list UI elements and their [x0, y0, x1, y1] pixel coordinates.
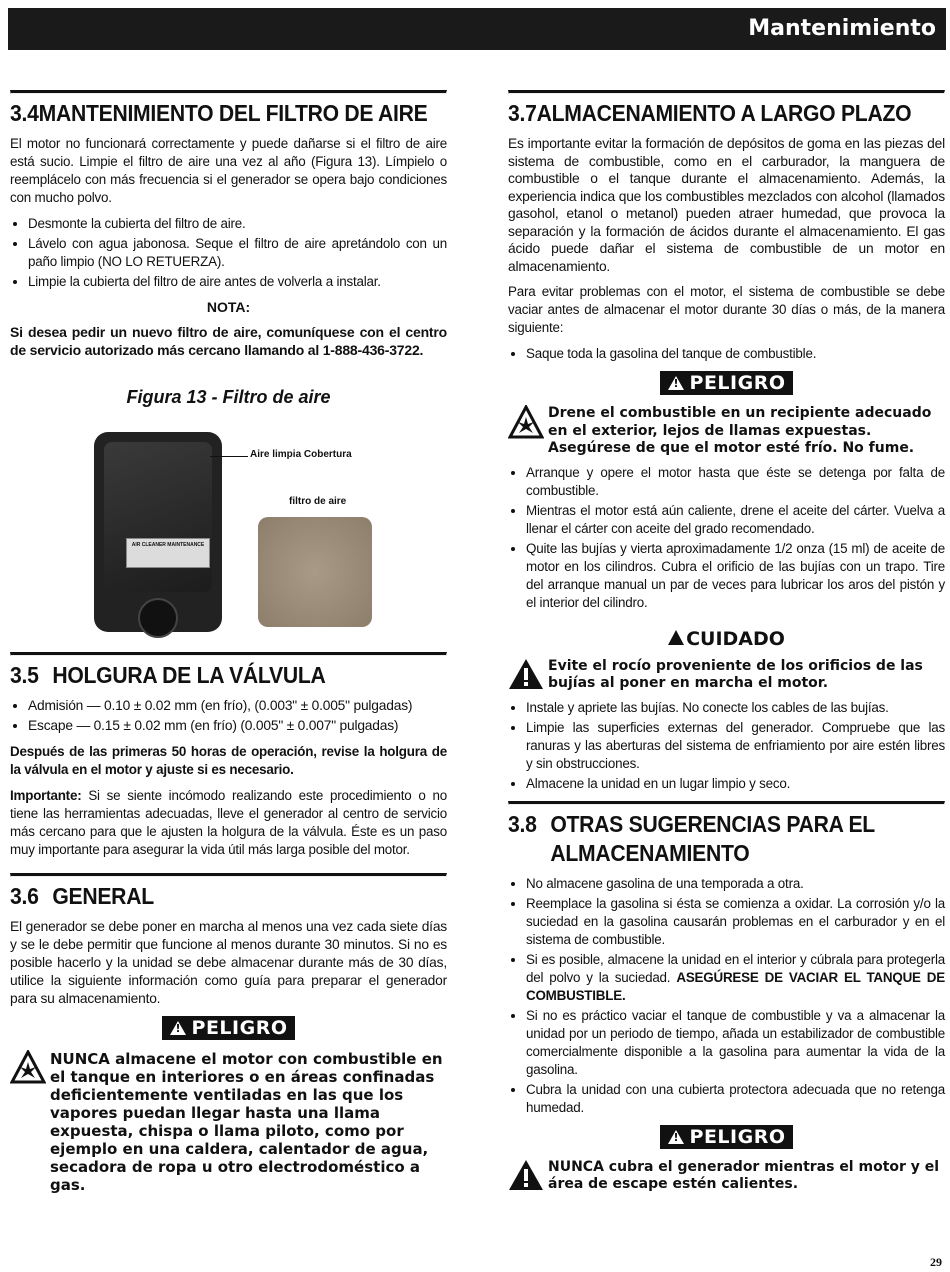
section-title: HOLGURA DE LA VÁLVULA: [52, 662, 326, 688]
list-item: • Arranque y opere el motor hasta que éste se detenga por falta de combustible.: [526, 464, 945, 500]
cover-knob: [138, 598, 178, 638]
s35-bold-text: Después de las primeras 50 horas de operación, revise la holgura de la válvula en el motor y ajuste si es necesario.: [10, 744, 447, 777]
cover-label: [126, 538, 210, 568]
explosion-hazard-icon: [508, 405, 544, 439]
section-title: ALMACENAMIENTO: [550, 839, 750, 866]
section-title: ALMACENAMIENTO A LARGO PLAZO: [536, 100, 912, 126]
caution-text: Evite el rocío proveniente de los orificios de las bujías al poner en marcha el motor.: [548, 657, 923, 691]
heading-indent: [508, 840, 550, 867]
list-item: • Si no es práctico vaciar el tanque de combustible y va a almacenar la unidad por un periodo de tiempo, añada un estabilizador de combustible comercialmente disponible a la gasolina para aumentar la vida de la gasolina.: [526, 1007, 945, 1079]
explosion-hazard-icon: [10, 1050, 46, 1084]
caution-warning: [508, 658, 945, 693]
callout-cover: Aire limpia Cobertura: [250, 449, 352, 460]
section-number: 3.8: [508, 810, 537, 837]
important-text: Si se siente incómodo realizando este procedimiento o no tiene las herramientas adecuadas, lleve el generador al centro de servicio más cercano para que le ajusten la holgura de la válvula. Éste es un paso muy importante para asegurar la vida útil más larga posible del motor.: [10, 788, 447, 857]
section-3-8-heading-line2: [508, 840, 910, 867]
callout-filter: filtro de aire: [289, 496, 347, 507]
s35-bullets: [10, 697, 447, 735]
cover-label-text: AIR CLEANER MAINTENANCE: [131, 542, 205, 548]
exclamation-triangle-icon: [508, 658, 544, 690]
list-item: • Almacene la unidad en un lugar limpio y seco.: [526, 775, 945, 793]
section-3-6-heading: [10, 883, 412, 910]
section-rule: [508, 90, 945, 94]
note-title: NOTA:: [206, 299, 251, 315]
danger-text: NUNCA almacene el motor con combustible en el tanque en interiores o en áreas confinadas deficientemente ventiladas en las que los vapores puedan llegar hasta una llama expuesta, chispa o llama piloto, como por ejemplo en una caldera, calentador de agua, secadora de ropa u otro electrodoméstico a gas.: [50, 1050, 443, 1194]
figure-title: Figura 13 - Filtro de aire: [126, 387, 331, 407]
list-item: • Quite las bujías y vierta aproximadamente 1/2 onza (15 ml) de aceite de motor en los cilindros. Cubra el orificio de las bujías con un trapo. Tire del arranque manual un par de veces para lubricar los aros del pistón y el interior del cilindro.: [526, 540, 945, 612]
section-title: GENERAL: [52, 883, 154, 909]
page-header-title: Mantenimiento: [748, 16, 936, 41]
danger-badge-wrap: [10, 1016, 447, 1040]
list-item-bold: ASEGÚRESE DE VACIAR EL TANQUE DE COMBUSTIBLE.: [526, 969, 945, 1003]
list-item: • Lávelo con agua jabonosa. Seque el filtro de aire apretándolo con un paño limpio (NO LO RETUERZA).: [28, 235, 447, 271]
caution-label: CUIDADO: [686, 627, 785, 650]
section-rule: [10, 873, 447, 877]
section-rule: [10, 90, 447, 94]
list-item: • Mientras el motor está aún caliente, drene el aceite del cárter. Vuelva a llenar el cárter con aceite del grado recomendado.: [526, 502, 945, 538]
left-column: [10, 90, 447, 1200]
list-item: • Escape — 0.15 ± 0.02 mm (en frío) (0.005" ± 0.007" pulgadas): [28, 717, 447, 735]
danger-label: PELIGRO: [689, 1125, 786, 1148]
danger-warning: [10, 1050, 447, 1194]
list-item: • Saque toda la gasolina del tanque de combustible.: [526, 345, 945, 363]
danger-label: PELIGRO: [689, 372, 786, 394]
list-item: • Cubra la unidad con una cubierta protectora adecuada que no retenga humedad.: [526, 1081, 945, 1117]
section-title: MANTENIMIENTO DEL FILTRO DE AIRE: [38, 100, 428, 126]
s35-important: [10, 787, 447, 859]
danger-badge-wrap: [508, 1125, 945, 1149]
list-item: [526, 951, 945, 1005]
s37-p2: Para evitar problemas con el motor, el sistema de combustible se debe vaciar antes de almacenar el motor durante 30 días o más, de la manera siguiente:: [508, 284, 945, 335]
section-3-7-heading: [508, 100, 910, 127]
danger-warning: [508, 1159, 945, 1194]
s37-bullets-b: [508, 464, 945, 612]
section-rule: [10, 652, 447, 656]
danger-label: PELIGRO: [191, 1017, 288, 1039]
danger-badge: [660, 371, 794, 395]
list-item-text: Si es posible, almacene la unidad en el interior y cúbrala para protegerla del polvo y la suciedad.: [526, 951, 945, 985]
page-number: 29: [930, 1255, 942, 1269]
air-cleaner-cover-image: [94, 432, 222, 632]
s37-bullets-a: [508, 345, 945, 363]
section-number: 3.6: [10, 883, 39, 909]
section-3-8-heading: [508, 811, 910, 838]
exclamation-triangle-icon: [508, 1159, 544, 1191]
section-3-5-heading: [10, 662, 412, 689]
danger-warning: [508, 405, 945, 458]
warning-triangle-icon: !: [668, 376, 684, 390]
warning-triangle-icon: !: [668, 1130, 684, 1144]
warning-triangle-icon: !: [170, 1021, 186, 1035]
caution-heading: [508, 628, 945, 650]
s38-bullets: [508, 875, 945, 1117]
list-item: • Instale y apriete las bujías. No conecte los cables de las bujías.: [526, 699, 945, 717]
list-item: • Limpie la cubierta del filtro de aire antes de volverla a instalar.: [28, 273, 447, 291]
list-item: • No almacene gasolina de una temporada a otra.: [526, 875, 945, 893]
callout-leader: [210, 456, 248, 457]
important-label: Importante:: [10, 788, 82, 803]
list-item: • Desmonte la cubierta del filtro de aire.: [28, 215, 447, 233]
cover-panel: [104, 442, 212, 592]
s34-intro: El motor no funcionará correctamente y puede dañarse si el filtro de aire está sucio. Limpie el filtro de aire una vez al año (Figura 13). Límpielo o reemplácelo con más frecuencia si el generador se opera bajo condiciones con mucho polvo.: [10, 136, 447, 205]
foam-filter-image: [258, 517, 372, 627]
danger-badge: [660, 1125, 794, 1149]
section-number: 3.7: [508, 100, 537, 126]
caution-triangle-icon: [668, 630, 684, 645]
list-item: • Limpie las superficies externas del generador. Compruebe que las ranuras y las aberturas del sistema de enfriamiento por aire estén libres y sin obstrucciones.: [526, 719, 945, 773]
danger-text: Drene el combustible en un recipiente adecuado en el exterior, lejos de llamas expuestas. Asegúrese de que el motor esté frío. No fume.: [548, 405, 932, 456]
page-header: [8, 8, 946, 50]
list-item: • Admisión — 0.10 ± 0.02 mm (en frío), (0.003" ± 0.005" pulgadas): [28, 697, 447, 715]
list-item: • Reemplace la gasolina si ésta se comienza a oxidar. La corrosión y/o la suciedad en la gasolina causarán problemas en el carburador y en el sistema de combustible.: [526, 895, 945, 949]
s36-text: El generador se debe poner en marcha al menos una vez cada siete días y se le debe permitir que funcione al menos durante 30 minutos. Si no es posible hacerlo y la unidad se debe almacenar durante más de 30 días, utilice la siguiente información como guía para preparar el generador para su almacenamiento.: [10, 919, 447, 1006]
s37-p1: Es importante evitar la formación de depósitos de goma en las piezas del sistema de combustible, como en el carburador, la manguera de combustible o el tanque durante el almacenamiento. Además, la experiencia indica que los combustibles mezclados con alcohol (llamados gasohol, etanol o metanol) pueden atraer humedad, que provoca la separación y la formación de ácidos durante el almacenamiento. El gas ácido puede dañar el sistema de combustible de un motor en almacenamiento.: [508, 136, 945, 274]
danger-badge: [162, 1016, 296, 1040]
section-number: 3.5: [10, 662, 39, 688]
note-text: Si desea pedir un nuevo filtro de aire, comuníquese con el centro de servicio autorizado más cercano llamando al 1-888-436-3722.: [10, 324, 447, 358]
s37-bullets-c: [508, 699, 945, 793]
section-3-4-heading: [10, 100, 428, 127]
danger-badge-wrap: [508, 371, 945, 395]
s34-bullets: [10, 215, 447, 291]
section-number: 3.4: [10, 100, 39, 126]
section-title: OTRAS SUGERENCIAS PARA EL: [550, 810, 875, 837]
air-filter-figure: [10, 422, 447, 642]
section-rule: [508, 801, 945, 805]
danger-text: NUNCA cubra el generador mientras el motor y el área de escape estén calientes.: [548, 1158, 940, 1192]
right-column: [508, 90, 945, 1200]
